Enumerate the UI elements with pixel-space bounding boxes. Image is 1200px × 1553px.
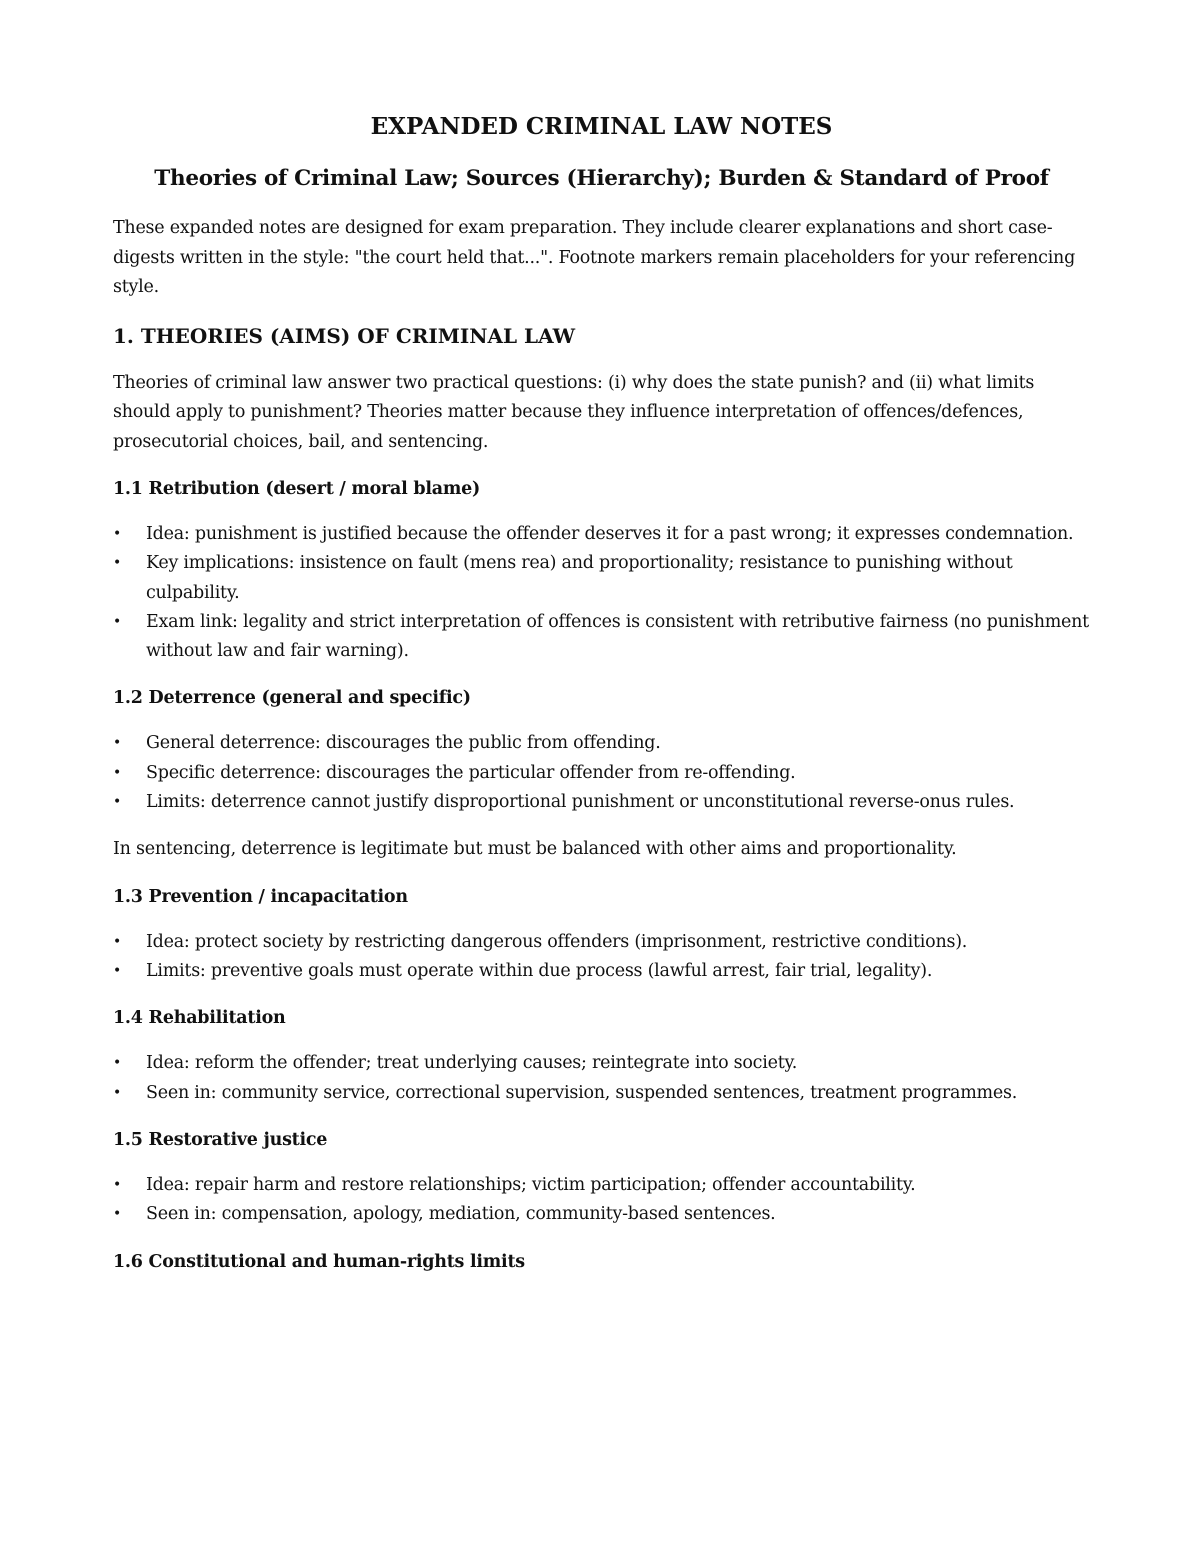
- section-1-6-heading: 1.6 Constitutional and human-rights limits: [113, 1251, 525, 1272]
- bullet-icon: •: [113, 1084, 122, 1101]
- section-1-3-heading: 1.3 Prevention / incapacitation: [113, 886, 408, 907]
- list-item-text: Seen in: community service, correctional supervision, suspended sentences, treatment programmes.: [146, 1082, 1018, 1103]
- section-1-intro: Theories of criminal law answer two practical questions: (i) why does the state punish? and (ii) what limits should apply to punishment? Theories matter because they influence interpretation of offences/defences, prosecutorial choices, bail, and sentencing.: [113, 372, 1035, 452]
- section-1-2-heading: 1.2 Deterrence (general and specific): [113, 688, 471, 709]
- list-item: [113, 1171, 1090, 1200]
- list-item: [113, 788, 1090, 817]
- list-item-text: Idea: protect society by restricting dangerous offenders (imprisonment, restrictive conditions).: [146, 931, 968, 952]
- bullet-icon: •: [113, 735, 122, 752]
- bullet-icon: •: [113, 1055, 122, 1072]
- section-1-2-list: [113, 729, 1090, 817]
- bullet-icon: •: [113, 1177, 122, 1194]
- list-item-text: Limits: preventive goals must operate within due process (lawful arrest, fair trial, legality).: [146, 961, 933, 982]
- section-1-2-note: In sentencing, deterrence is legitimate but must be balanced with other aims and proportionality.: [113, 839, 957, 860]
- section-1-1-list: [113, 520, 1090, 666]
- list-item-text: Key implications: insistence on fault (mens rea) and proportionality; resistance to punishing without culpability.: [146, 553, 1013, 603]
- section-1-5-list: [113, 1171, 1090, 1230]
- list-item-text: General deterrence: discourages the public from offending.: [146, 733, 661, 754]
- list-item-text: Idea: punishment is justified because the offender deserves it for a past wrong; it expresses condemnation.: [146, 524, 1074, 544]
- list-item: [113, 928, 1090, 957]
- list-item: [113, 520, 1090, 549]
- list-item-text: Seen in: compensation, apology, mediation, community-based sentences.: [146, 1204, 776, 1225]
- list-item: [113, 957, 1090, 986]
- section-1-heading: 1. THEORIES (AIMS) OF CRIMINAL LAW: [113, 323, 576, 348]
- list-item: [113, 759, 1090, 788]
- list-item: [113, 1079, 1090, 1108]
- bullet-icon: •: [113, 1206, 122, 1223]
- list-item: [113, 608, 1090, 667]
- document-subtitle: Theories of Criminal Law; Sources (Hierarchy); Burden & Standard of Proof: [154, 166, 1049, 191]
- section-1-4-list: [113, 1049, 1090, 1108]
- section-1-3-list: [113, 928, 1090, 987]
- list-item-text: Limits: deterrence cannot justify disproportional punishment or unconstitutional reverse-onus rules.: [146, 792, 1015, 813]
- list-item-text: Idea: repair harm and restore relationships; victim participation; offender accountability.: [146, 1175, 916, 1196]
- bullet-icon: •: [113, 963, 122, 980]
- list-item: [113, 549, 1090, 608]
- bullet-icon: •: [113, 794, 122, 811]
- list-item: [113, 729, 1090, 758]
- intro-paragraph: These expanded notes are designed for exam preparation. They include clearer explanations and short case-digests written in the style: "the court held that...". Footnote markers remain placeholders for your referencing style.: [113, 218, 1076, 297]
- bullet-icon: •: [113, 613, 122, 630]
- bullet-icon: •: [113, 555, 122, 572]
- list-item-text: Exam link: legality and strict interpretation of offences is consistent with retributive fairness (no punishment without law and fair warning).: [146, 611, 1089, 662]
- bullet-icon: •: [113, 764, 122, 781]
- list-item: [113, 1200, 1090, 1229]
- list-item-text: Specific deterrence: discourages the particular offender from re-offending.: [146, 762, 796, 783]
- section-1-5-heading: 1.5 Restorative justice: [113, 1130, 328, 1151]
- section-1-4-heading: 1.4 Rehabilitation: [113, 1008, 286, 1029]
- list-item: [113, 1049, 1090, 1078]
- list-item-text: Idea: reform the offender; treat underlying causes; reintegrate into society.: [146, 1053, 798, 1074]
- bullet-icon: •: [113, 933, 122, 950]
- document-title: EXPANDED CRIMINAL LAW NOTES: [370, 113, 833, 140]
- section-1-1-heading: 1.1 Retribution (desert / moral blame): [113, 479, 481, 499]
- bullet-icon: •: [113, 526, 122, 542]
